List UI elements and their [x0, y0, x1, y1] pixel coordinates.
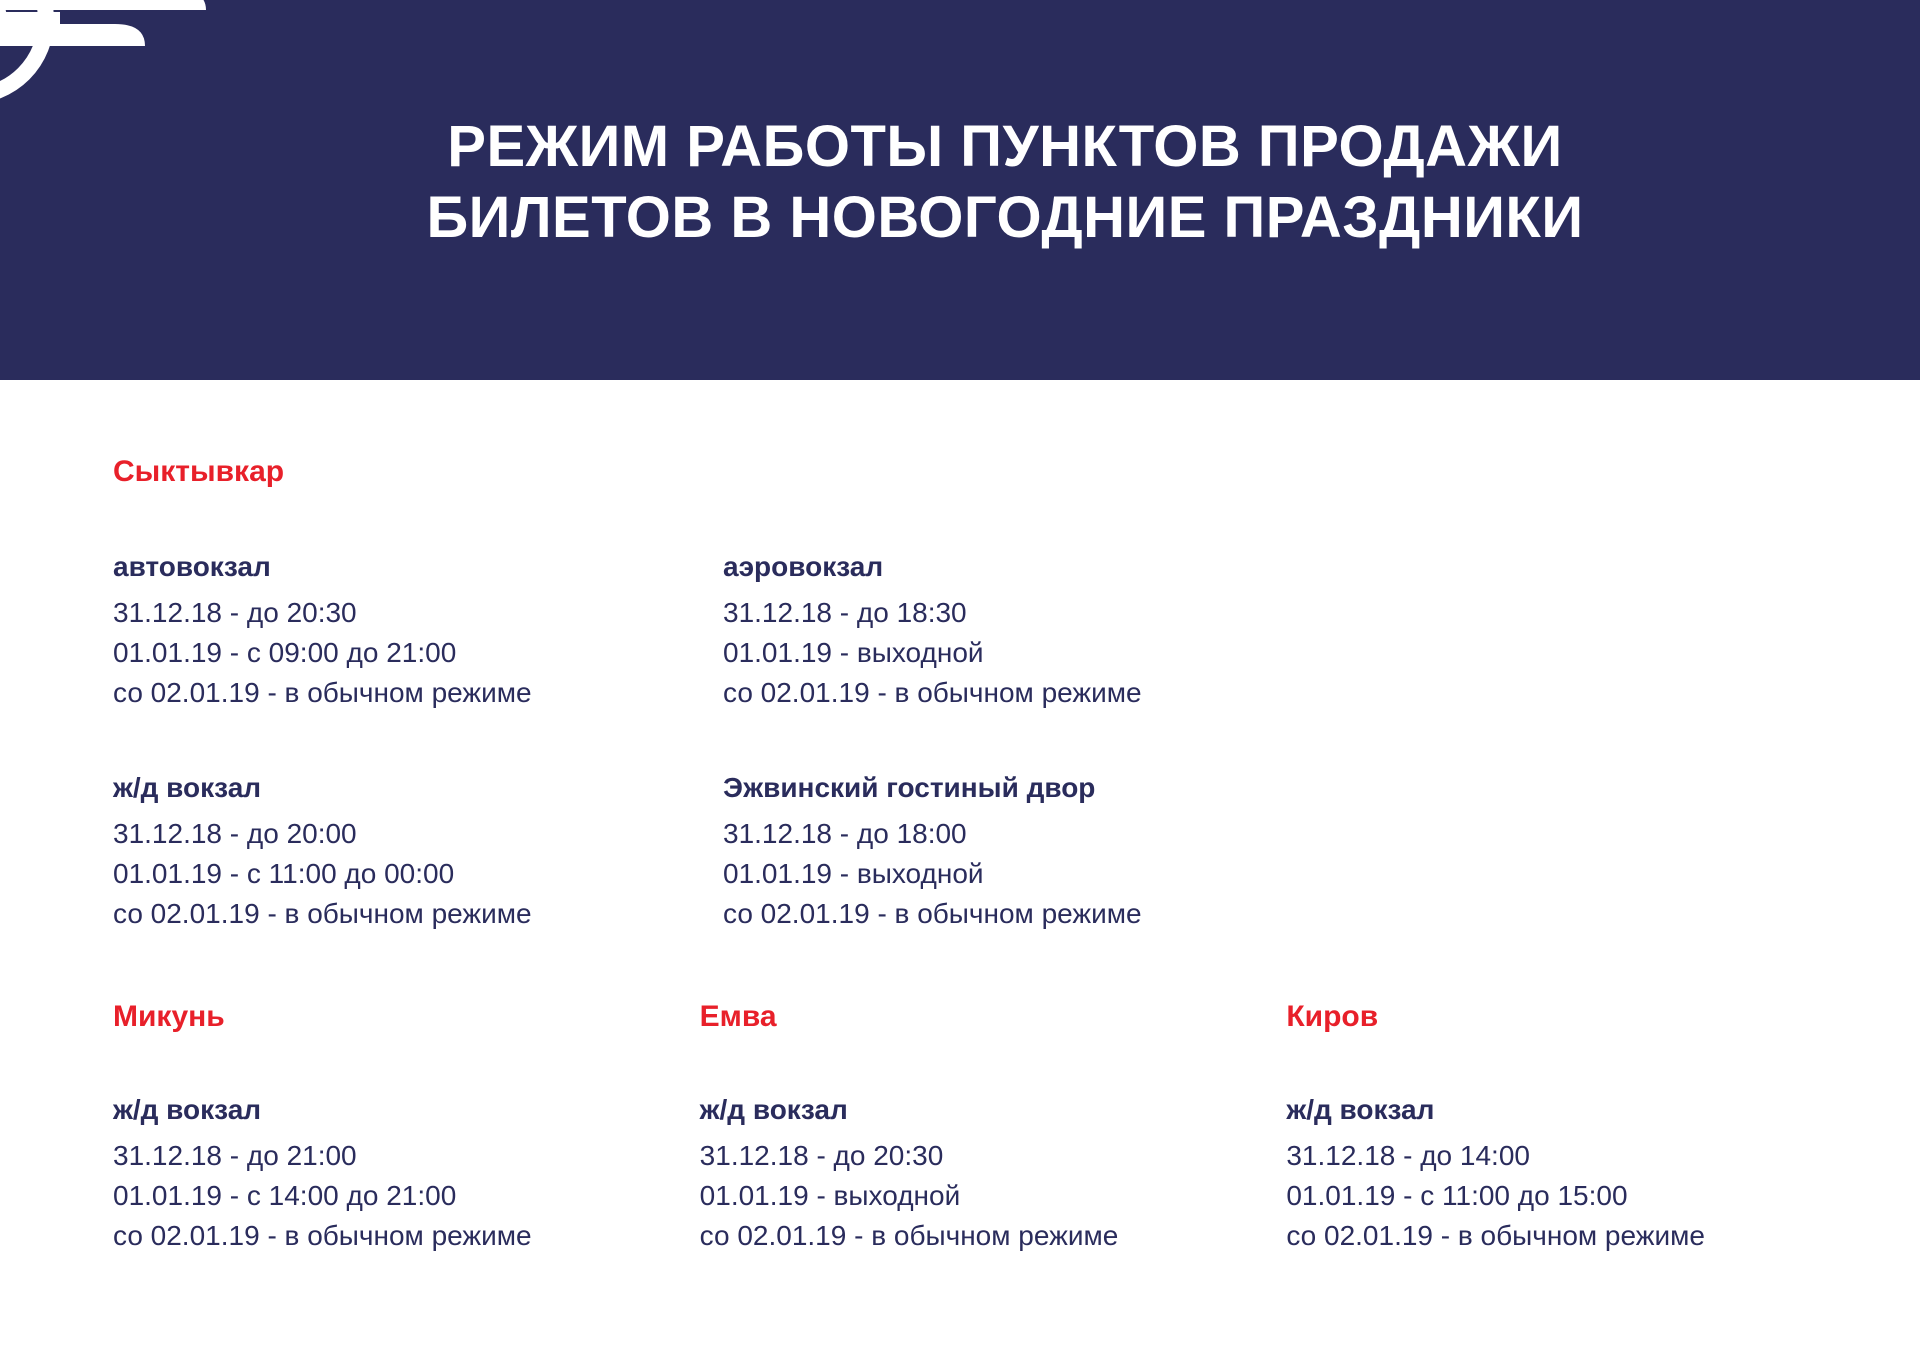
section-other-cities	[113, 1000, 1873, 1255]
city-heading-syktyvkar: Сыктывкар	[113, 455, 285, 488]
city-block-kirov	[1286, 1000, 1873, 1255]
header-banner	[0, 0, 1920, 380]
venue-hours-line: 31.12.18 - до 20:30	[699, 1140, 944, 1171]
city-block-emva	[700, 1000, 1287, 1255]
venue-name: Эжвинский гостиный двор	[723, 772, 1096, 804]
venue-hours-line: 01.01.19 - с 14:00 до 21:00	[113, 1179, 457, 1211]
venue-hours-line: 01.01.19 - выходной	[723, 636, 984, 668]
venue-hours-line: 31.12.18 - до 18:00	[723, 818, 967, 850]
syktyvkar-venues-grid	[113, 551, 1813, 934]
city-heading-emva: Емва	[699, 1000, 777, 1033]
venue-name: автовокзал	[113, 551, 271, 582]
venue-hours-line: 31.12.18 - до 21:00	[113, 1140, 357, 1171]
city-heading-kirov: Киров	[1286, 1000, 1379, 1033]
page-title-line-2: БИЛЕТОВ В НОВОГОДНИЕ ПРАЗДНИКИ	[426, 185, 1584, 250]
venue-name: ж/д вокзал	[699, 1094, 848, 1125]
venue-name: ж/д вокзал	[113, 1094, 262, 1125]
page-title-line-1: РЕЖИМ РАБОТЫ ПУНКТОВ ПРОДАЖИ	[447, 114, 1563, 180]
venue-hours-line: 01.01.19 - с 09:00 до 21:00	[113, 636, 457, 668]
venue-hours-line: 01.01.19 - с 11:00 до 00:00	[113, 858, 455, 889]
venue-avtovokzal	[113, 551, 723, 712]
venue-zhd-vokzal-emva	[700, 1094, 1287, 1255]
venue-ezhvinsky-gostiny-dvor	[723, 772, 1333, 933]
venue-hours-line: 01.01.19 - выходной	[699, 1179, 961, 1211]
venue-hours-line: со 02.01.19 - в обычном режиме	[113, 897, 532, 929]
venue-hours-line: 01.01.19 - с 11:00 до 15:00	[1286, 1179, 1628, 1211]
syktyvkar-column-left	[113, 551, 723, 934]
venue-aerovokzal	[723, 551, 1333, 712]
venue-hours-line: со 02.01.19 - в обычном режиме	[699, 1219, 1119, 1251]
venue-name: аэровокзал	[723, 551, 884, 582]
venue-hours-line: 01.01.19 - выходной	[723, 858, 984, 889]
syktyvkar-column-right	[723, 551, 1333, 934]
venue-hours-line: со 02.01.19 - в обычном режиме	[723, 897, 1142, 929]
venue-name: ж/д вокзал	[113, 772, 262, 804]
venue-hours-line: со 02.01.19 - в обычном режиме	[113, 676, 532, 708]
venue-hours-line: 31.12.18 - до 14:00	[1286, 1140, 1530, 1171]
page-title	[426, 112, 1583, 254]
venue-hours-line: со 02.01.19 - в обычном режиме	[1286, 1219, 1705, 1251]
section-syktyvkar	[113, 455, 1813, 934]
venue-name: ж/д вокзал	[1286, 1094, 1435, 1125]
venue-hours-line: 31.12.18 - до 18:30	[723, 597, 967, 628]
venue-zhd-vokzal-kirov	[1286, 1094, 1873, 1255]
city-block-mikun	[113, 1000, 700, 1255]
venue-hours-line: 31.12.18 - до 20:00	[113, 818, 357, 850]
venue-zhd-vokzal-syktyvkar	[113, 772, 723, 933]
venue-hours-line: со 02.01.19 - в обычном режиме	[723, 676, 1142, 708]
venue-hours-line: 31.12.18 - до 20:30	[113, 597, 357, 628]
city-heading-mikun: Микунь	[113, 1000, 225, 1033]
venue-zhd-vokzal-mikun	[113, 1094, 700, 1255]
winged-wheel-logo	[0, 0, 350, 152]
venue-hours-line: со 02.01.19 - в обычном режиме	[113, 1219, 532, 1251]
